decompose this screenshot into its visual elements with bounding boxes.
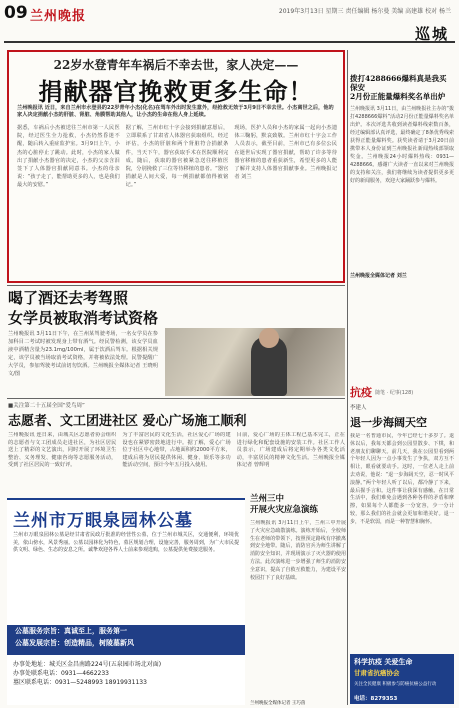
- drill-story-credit: 兰州晚报全媒体记者 王巧茵: [250, 701, 306, 706]
- ad-title: 兰州市万眼泉园林公墓: [13, 511, 193, 531]
- lead-body: [17, 124, 337, 280]
- lead-column-2: 据了解，兰州市红十字会接到捐献意愿后，立即联系了甘肃省人体器官获取组织。经过评估，小杰的肝脏和两个肾脏符合捐献条件，当天下午，器官获取手术在医院顺利完成。随后，获取的器官被紧急送往移植医院，分别挽救了三位等待移植的患者。“器官捐献是人间大爱，每一例捐献都值得被铭记。”: [125, 125, 229, 189]
- drunk-story-body: 兰州晚报讯 3月11日下午，在兰州某驾驶考场，一名女学员在参加科目二考试时被发现身上带有酒气。经民警检测，该女学员血液中酒精含量为23.1mg/100ml，属于饮酒后驾车。根据相关规定，该学员被当场取消考试资格，并将被依法处理。民警提醒广大学员，参加驾驶考试前切勿饮酒。兰州晚报全媒体记者 王晓明 文/图: [8, 331, 158, 377]
- dateline: 2019年3月13日 星期三 责任编辑 杨尔曼 美编 高建雄 校对 杨兰: [278, 8, 451, 15]
- ad-office-phone: 办事处联系电话：0931—4662233: [13, 670, 109, 677]
- ad-slogan-band: [7, 625, 245, 655]
- ad-slogan-2: 公墓发展宗旨：创造精品，树陵墓新风: [15, 639, 134, 647]
- section-title: 巡城: [414, 25, 449, 43]
- cancer-ad-slogan: 科学抗疫 关爱生命: [354, 658, 413, 666]
- lead-column-1: 据悉，车祸后小杰被送往兰州市第一人民医院，经过医生全力抢救，小杰仍然昏迷不醒，随后转入重症监护室。3月9日上午，小杰的心脏停止了跳动。此时，小杰的家人做出了捐献小杰器官的决定，小杰的父亲含泪签下了人体器官捐献同意书。小杰的母亲说：“孩子走了，能帮助更多的人，也是我们最大的安慰。”: [17, 125, 120, 189]
- volunteer-kicker: ■关注第二十五届全国“爱鸟周”: [8, 403, 85, 409]
- right-top-story: [350, 50, 454, 279]
- volunteer-column-3: 目前，爱心广场的主体工程已基本完工，正在进行绿化和配套设施的安装工作。社区工作人员表示，广场建成后将定期举办各类文化活动，丰富居民的精神文化生活。兰州晚报全媒体记者 曾辉明: [236, 432, 345, 468]
- volunteer-column-2: 为了丰富居民的文化生活，社区爱心广场的建设也在紧锣密鼓地进行中。据了解，爱心广场位于社区中心地带，占地面积约2000平方米，建成后将为居民提供休闲、健身、娱乐等多功能活动空间，预计今年五月投入使用。: [122, 432, 231, 468]
- column-body: 我是一名普通市民，今年已经七十多岁了。退休以后，我每天都会到公园里散步、下棋，和老朋友们聊聊天。前几天，我在公园里看到两个年轻人因为一点小事发生了争执，双方互不相让，眼看就要动手。这时，一位老人走上前去劝说，他说：“退一步海阔天空，忍一时风平浪静。”两个年轻人听了以后，都冷静了下来，最后握手言和。这件事让我深有感触。在日常生活中，我们难免会遇到各种各样的矛盾和摩擦，如果每个人都能多一分宽容，少一分计较，那么我们的社会就会更加和谐美好。退一步，不是软弱，而是一种智慧和胸怀。: [350, 433, 454, 525]
- divider: [7, 398, 345, 399]
- column-logo-sub: 随笔 · 纪事(128): [375, 389, 414, 396]
- drunk-story-headline: 喝了酒还去考驾照 女学员被取消考试资格: [8, 289, 159, 327]
- cancer-society-ad: [350, 654, 454, 704]
- ad-contact: [13, 660, 243, 687]
- divider: [7, 285, 345, 286]
- volunteer-body: [8, 432, 345, 494]
- right-top-headline: 2月份正能量爆料奖名单出炉: [350, 92, 446, 101]
- drill-story-headline: 兰州三中 开展火灾应急演练: [250, 494, 319, 515]
- masthead: 兰州晚报: [30, 9, 87, 24]
- ad-text: 兰州市万眼泉园林公墓是经甘肃省民政厅批准的经营性公墓，位于兰州市城关区，交通便利，环境优美，依山傍水，风景秀丽。公墓以园林化为特色，墓区规划合理，设施完善，服务周到，为广大市民提供文明、绿色、生态的安息之所。诚挚欢迎各界人士前来参观选购，公墓提供免费接送服务。: [13, 532, 239, 554]
- cancer-ad-org: 甘肃省抗癌协会: [354, 669, 400, 677]
- cancer-ad-text: 关注全民健康 积极参与防癌抗癌公益行动: [354, 682, 437, 687]
- ad-slogan-1: 公墓服务宗旨：真诚至上，服务第一: [15, 627, 127, 635]
- right-top-kicker: 拨打4288666爆料真是我买保安: [350, 74, 447, 92]
- right-top-credit: 兰州晚报全媒体记者 刘兰: [350, 273, 407, 279]
- lead-intro: 兰州晚报讯 近日，来自兰州市水登县的22岁青年小杰(化名)在驾车外出时发生意外，经抢救无效于3月9日不幸去世。小杰离世之后，他的家人决定捐献小杰的肝脏、肾脏、角膜帮助其他人，让小杰的生命在他人身上延续。: [17, 105, 334, 118]
- ad-address: 办事处地址：城关区金昌南路224号(五泉园市场北对面): [13, 661, 162, 668]
- column-divider: [347, 50, 348, 705]
- volunteer-headline: 志愿者、文工团进社区 爱心广场施工顺利: [8, 414, 247, 429]
- column-title: 退一步海阔天空: [350, 416, 427, 429]
- right-top-body: 兰州晚报讯 3月11日，由兰州晚报社主办的“拨打4288666爆料”活动2月份正能量爆料奖名单出炉。本次评选共收到读者爆料线索数百条，经过编辑部认真评选，最终确定了8条优秀线索获得正能量爆料奖。获奖读者请于3月20日前携带本人身份证到兰州晚报社新闻热线部领取奖金。兰州晚报24小时爆料热线：0931—4288666。感谢广大读者一直以来对兰州晚报的支持和关注，我们将继续为读者提供更多更好的新闻服务，欢迎大家踊跃参与爆料。: [350, 106, 454, 184]
- essay-column: [350, 384, 454, 658]
- cemetery-advertisement: [7, 498, 245, 705]
- lead-headline: 捐献器官挽救更多生命！: [38, 77, 314, 106]
- lead-story: [7, 50, 345, 283]
- column-logo-main: 抗疫: [350, 386, 372, 399]
- volunteer-column-1: 兰州晚报讯 连日来，由城关区志愿者协会组织的志愿者与文工团成员走进社区，为社区居民送上了精彩的文艺演出，同时开展了环境卫生整治、义务理发、健康咨询等志愿服务活动，受到了社区居民的一致好评。: [8, 432, 117, 468]
- column-logo: [350, 384, 454, 400]
- lead-column-3: 现场，医护人员和小杰的家属一起向小杰遗体三鞠躬，默哀致敬。兰州市红十字会工作人员表示，截至目前，兰州市已有多位公民在逝世后实现了器官捐献，帮助了许多等待器官移植的患者重获新生，希望更多的人能了解并支持人体器官捐献事业。兰州晚报记者 刘兰: [234, 125, 338, 181]
- page-number: 09: [4, 3, 28, 23]
- photo-person-head: [259, 328, 279, 348]
- ad-site-phone: 墓区联系电话：0931—5248993 18919931133: [13, 679, 147, 686]
- lead-kicker: 22岁水登青年车祸后不幸去世，家人决定——: [53, 58, 299, 72]
- cancer-ad-phone: 电话：8279353: [354, 696, 398, 702]
- column-author: 李建人: [350, 405, 367, 411]
- drunk-story-photo: [165, 328, 345, 396]
- drill-story-body: 兰州晚报讯 3月11日上午，兰州三中开展了火灾应急疏散演练。演练开始后，全校师生在老师的带领下，按照预定路线有序撤离到安全地带。随后，消防官兵为师生讲解了消防安全知识，并现场演示了灭火器的使用方法。此次演练进一步增强了师生的消防安全意识，提高了自救互救能力，为建设平安校园打下了良好基础。: [250, 520, 346, 581]
- page-header: [4, 3, 455, 43]
